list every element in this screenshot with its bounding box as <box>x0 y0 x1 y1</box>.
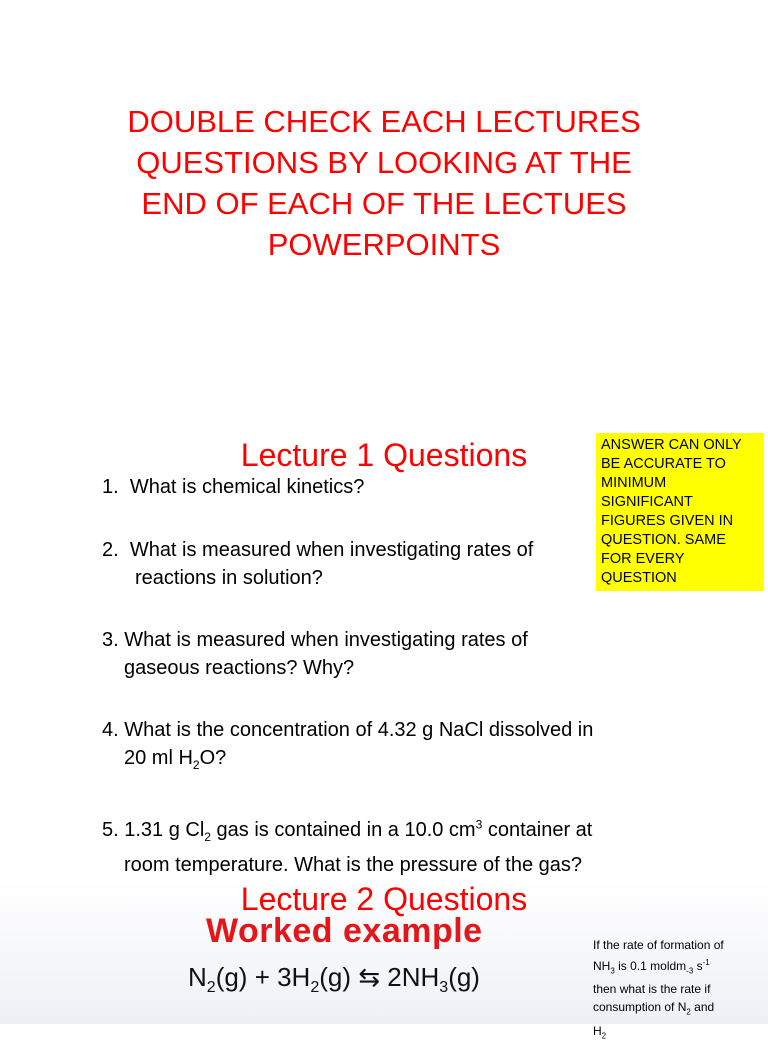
instruction-line: POWERPOINTS <box>267 227 501 262</box>
rate-question-line <box>593 998 761 1021</box>
question-text: gas is contained in a 10.0 cm <box>210 818 476 841</box>
instruction-line: QUESTIONS BY LOOKING AT THE <box>136 145 632 180</box>
question-text: 20 ml H <box>124 747 193 769</box>
subscript: 2 <box>310 979 320 997</box>
worked-example-title: Worked example <box>206 912 483 950</box>
question-text: 3. What is measured when investigating rates of <box>102 629 528 651</box>
question-text: O? <box>199 747 227 769</box>
question-3 <box>102 626 662 682</box>
instruction-line: END OF EACH OF THE LECTUES <box>141 186 627 221</box>
subscript: 3 <box>439 979 449 997</box>
question-text: container at <box>482 818 593 841</box>
question-text-line <box>102 817 593 844</box>
question-5 <box>102 810 662 879</box>
rate-text: s <box>693 959 703 973</box>
question-text: What is chemical kinetics? <box>129 476 365 498</box>
subscript: 2 <box>686 1007 691 1017</box>
question-number: 2. <box>102 539 119 561</box>
rate-text: NH <box>593 959 611 973</box>
question-text: gaseous reactions? Why? <box>124 657 355 679</box>
instruction-line: DOUBLE CHECK EACH LECTURES <box>127 104 641 139</box>
rate-text: H <box>593 1023 602 1038</box>
rate-text: and <box>690 1000 715 1015</box>
significant-figures-note: ANSWER CAN ONLY BE ACCURATE TO MINIMUM SIGNIFICANT FIGURES GIVEN IN QUESTION. SAME FOR EVERY QUESTION <box>596 433 764 591</box>
equation-text: N <box>188 962 207 992</box>
lecture-2-heading: Lecture 2 Questions <box>240 881 528 917</box>
question-4 <box>102 716 662 779</box>
equation-text: (g) ⇆ 2NH <box>319 962 440 992</box>
reaction-equation <box>188 962 480 997</box>
rate-question-line: If the rate of formation of <box>593 938 724 952</box>
superscript: 3 <box>475 817 483 831</box>
question-text-line <box>102 744 662 779</box>
equation-text: (g) <box>448 962 480 992</box>
question-number: 1. <box>102 476 119 498</box>
rate-text: is 0.1 moldm <box>614 959 687 973</box>
rate-question-line <box>593 954 761 980</box>
subscript: 2 <box>601 1031 607 1041</box>
lecture-1-heading: Lecture 1 Questions <box>240 437 528 473</box>
question-text: 5. 1.31 g Cl <box>102 818 205 841</box>
question-text: room temperature. What is the pressure of the gas? <box>124 853 582 876</box>
equation-text: (g) + 3H <box>215 962 311 992</box>
subscript: 2 <box>192 758 200 772</box>
subscript: 2 <box>204 829 211 844</box>
subscript: 2 <box>206 979 216 997</box>
subscript: 3 <box>610 966 615 976</box>
rate-question-line <box>593 1022 761 1045</box>
rate-question-line: then what is the rate if <box>593 982 711 997</box>
subscript: -3 <box>686 966 694 976</box>
question-2 <box>102 536 662 592</box>
instruction-heading <box>40 101 728 265</box>
question-1 <box>102 473 662 501</box>
question-text: What is measured when investigating rates of <box>129 539 534 561</box>
superscript: -1 <box>702 958 710 967</box>
rate-question-box <box>593 936 761 1045</box>
question-text: reactions in solution? <box>135 567 323 589</box>
question-text: 4. What is the concentration of 4.32 g NaCl dissolved in <box>102 719 594 741</box>
rate-text: consumption of N <box>593 1000 687 1015</box>
